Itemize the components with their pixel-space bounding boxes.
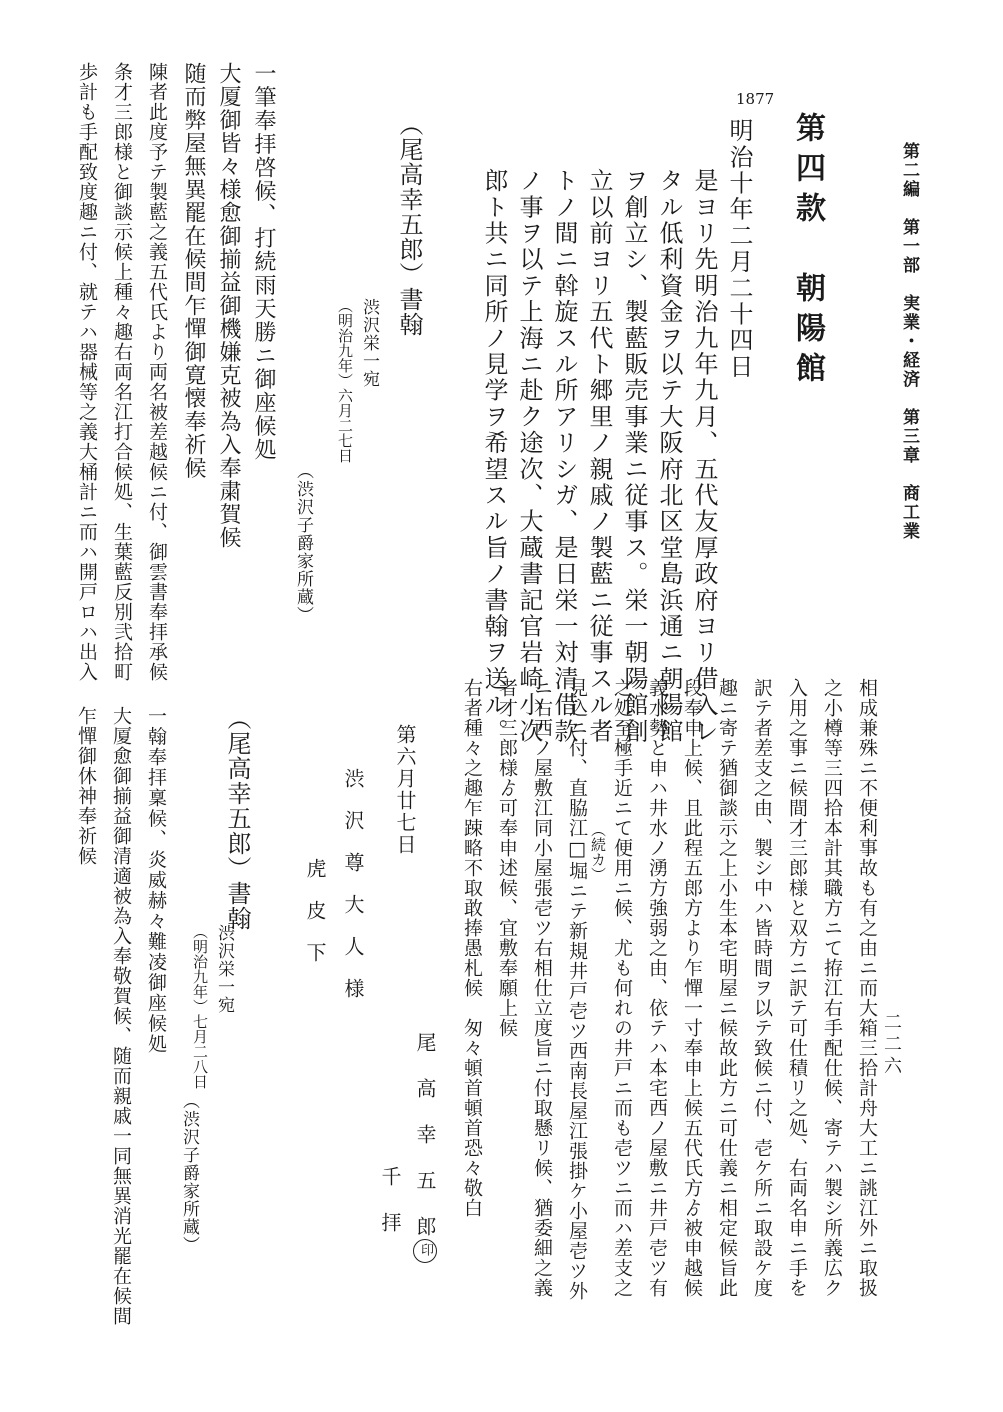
letter2-heading: （尾高幸五郎）書翰 <box>223 706 251 931</box>
letter1-recipient-honorific: 虎 皮 下 <box>303 858 327 963</box>
letter1-closing-date: 第六月廿七日 <box>393 724 417 856</box>
entry-line: トノ間ニ斡旋スル所アリシガ、是日栄一対清借款 <box>550 168 578 745</box>
seal-icon: 印 <box>413 1239 437 1263</box>
entry-line: 立以前ヨリ五代ト郷里ノ親戚ノ製藍ニ従事スル者 <box>585 168 613 745</box>
entry-date: 明治十年二月二十四日 <box>725 118 753 380</box>
letter2-date: （明治九年）七月二八日 <box>191 924 209 1089</box>
letter1-date: （明治九年）六月二七日 <box>336 298 354 463</box>
letter-line: 之小樽等三四拾本計其職方ニて拵江右手配仕候、寄テハ製シ所義広ク <box>821 678 843 1298</box>
letter-line: 訳テ者差支之由、製シ中ハ皆時間ヲ以テ致候ニ付、壱ケ所ニ取設ケ度 <box>751 678 773 1298</box>
letter1-heading: （尾高幸五郎）書翰 <box>395 112 423 337</box>
letter1-source: （渋沢子爵家所蔵） <box>293 462 313 624</box>
letter-line: 随而弊屋無異罷在候間乍憚御寛懐奉祈候 <box>181 62 206 480</box>
letter-line: 義水勢と申ハ井水ノ湧方強弱之由、依テハ本宅西ノ屋敷ニ井戸壱ツ有 <box>646 678 668 1298</box>
letter-line: 者才三郎様ゟ可奉申述候、宜敷奉願上候 <box>496 678 518 1038</box>
letter-line: 入用之事ニ候間才三郎様と双方ニ訳テ可仕積リ之処、右両名申ニ手を <box>786 678 808 1298</box>
entry-line: ヲ創立シ、製藍販売事業ニ従事ス。栄一朝陽館創 <box>620 168 648 745</box>
letter-line: 之処至極手近ニて便用ニ候、尤も何れの井戸ニ而も壱ツニ而ハ差支之 <box>611 678 633 1298</box>
entry-line: ノ事ヲ以テ上海ニ赴ク途次、大蔵書記官岩崎小次 <box>515 168 543 745</box>
section-title: 第四款 朝陽館 <box>790 112 825 392</box>
letter-line: 陳者此度予テ製藍之義五代氏より両名被差越候ニ付、御雲書奉拝承候 <box>146 62 168 682</box>
letter2-addressee: 渋沢栄一宛 <box>214 924 234 1014</box>
western-year-mark: 1877 <box>736 90 775 108</box>
letter-line: 相成兼殊ニ不便利事故も有之由ニ而大箱三拾計舟大工ニ誂江外ニ取扱 <box>856 678 878 1298</box>
sender-name: 尾 高 幸 五 郎 <box>413 1032 437 1239</box>
letter-line: 一筆奉拝啓候、打続雨天勝ニ御座候処 <box>251 62 276 462</box>
letter-line: ニ右西ノ屋敷江同小屋張壱ツ右相仕立度旨ニ付取懸リ候、猶委細之義 <box>531 678 553 1298</box>
letter1-recipient: 渋 沢 尊 大 人 様 <box>341 768 365 999</box>
page-number: 二二六 <box>881 1012 902 1078</box>
letter-line: 一翰奉拝稟候、炎威赫々難凌御座候処 <box>145 706 167 1055</box>
letter-line: 大厦愈御揃益御清適被為入奉敬賀候、随而親戚一同無異消光罷在候間 <box>110 706 132 1326</box>
letter-line: 右者種々之趣乍踈略不取敢捧愚札候 匆々頓首頓首恐々敬白 <box>461 678 483 1218</box>
letter1-sender <box>413 1032 437 1263</box>
letter2-source: （渋沢子爵家所蔵） <box>179 1092 199 1254</box>
letter-line: 大厦御皆々様愈御揃益御機嫌克被為入奉粛賀候 <box>216 62 241 550</box>
letter-line: 条才三郎様と御談示候上種々趣右両名江打合候処、生葉藍反別弐拾町 <box>111 62 133 682</box>
entry-line: 郎ト共ニ同所ノ見学ヲ希望スル旨ノ書翰ヲ送ル。 <box>480 168 508 745</box>
letter-line: 歩計も手配致度趣ニ付、就テハ器械等之義大桶計ニ而ハ開戸ロハ出入 <box>76 62 98 682</box>
entry-line: 是ヨリ先明治九年九月、五代友厚政府ヨリ借入レ <box>690 168 718 745</box>
letter1-sender-suffix: 千 拝 <box>378 1166 402 1235</box>
letter1-addressee: 渋沢栄一宛 <box>359 298 379 388</box>
insertion-note: （続カ） <box>589 822 607 882</box>
letter-line: 乍憚御休神奉祈候 <box>75 706 97 866</box>
chapter-breadcrumb: 第二編 第一部 実業・経済 第三章 商工業 <box>899 142 919 541</box>
letter-line: 段奉申上候、且此程五郎方より乍憚一寸奉申上候五代氏方ゟ被申越候 <box>681 678 703 1298</box>
letter-line: 見込ニ付、直脇江□堀ニテ新規井戸壱ツ西南長屋江張掛ケ小屋壱ツ外 <box>566 678 588 1301</box>
entry-line: タル低利資金ヲ以テ大阪府北区堂島浜通ニ朝陽館 <box>655 168 683 745</box>
letter-line: 趣ニ寄テ猶御談示之上小生本宅明屋ニ候故此方ニ可仕義ニ相定候旨此 <box>716 678 738 1298</box>
